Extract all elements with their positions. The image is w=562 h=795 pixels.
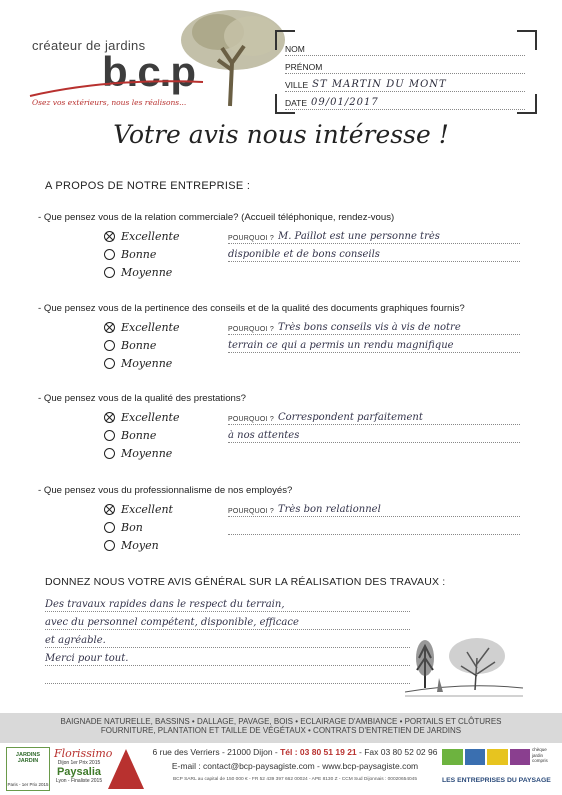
address-line [150, 747, 440, 757]
answer-text: Très bons conseils vis à vis de notre [277, 322, 461, 333]
color-blocks [442, 749, 530, 765]
answer-text: M. Paillot est une personne très [277, 231, 440, 242]
question-text: - Que pensez vous de la relation commerciale? (Accueil téléphonique, rendez-vous) [38, 212, 395, 223]
option-moyenne[interactable] [104, 354, 172, 372]
section-heading: A PROPOS DE NOTRE ENTREPRISE : [45, 180, 251, 192]
contact-block [150, 747, 440, 782]
field-label: VILLE [285, 80, 309, 90]
option-label: Bon [121, 520, 143, 534]
services-band [0, 713, 562, 743]
option-label: Excellente [121, 229, 180, 243]
radio-checked-icon[interactable] [104, 412, 115, 423]
general-line[interactable] [45, 594, 410, 612]
general-line[interactable] [45, 612, 410, 630]
phone[interactable]: Tél : 03 80 51 19 21 [280, 747, 357, 757]
fax: - Fax 03 80 52 02 96 [356, 747, 438, 757]
block-green [442, 749, 463, 765]
pourquoi-label: POURQUOI ? [228, 416, 274, 423]
radio-empty-icon[interactable] [104, 340, 115, 351]
option-label: Moyenne [121, 265, 173, 279]
answer-text: Très bon relationnel [277, 504, 381, 515]
option-excellente[interactable] [104, 227, 179, 245]
brand-logo-text: b.c.p [102, 48, 196, 95]
field-label: NOM [285, 44, 305, 54]
network-name: LES ENTREPRISES DU PAYSAGE [442, 777, 551, 784]
general-line[interactable] [45, 648, 410, 666]
pourquoi-answer [228, 407, 520, 443]
question-text: - Que pensez vous du professionnalisme de nos employés? [38, 485, 293, 496]
network-logo [442, 747, 556, 791]
option-bon[interactable] [104, 518, 143, 536]
services-line-2: FOURNITURE, PLANTATION ET TAILLE DE VÉGÉTAUX • CONTRATS D'ENTRETIEN DE JARDINS [100, 726, 462, 735]
option-moyenne[interactable] [104, 444, 172, 462]
field-label: PRÉNOM [285, 62, 323, 72]
award-subtitle: Lyon - Finaliste 2015 [55, 778, 103, 784]
question-block [0, 393, 562, 479]
page-title: Votre avis nous intéresse ! [113, 120, 449, 149]
pourquoi-answer [228, 226, 520, 262]
radio-empty-icon[interactable] [104, 249, 115, 260]
info-fields [285, 38, 525, 110]
option-label: Bonne [121, 247, 157, 261]
block-purple [510, 749, 531, 765]
footer [0, 713, 562, 795]
general-heading: DONNEZ NOUS VOTRE AVIS GÉNÉRAL SUR LA RÉALISATION DES TRAVAUX : [45, 576, 446, 588]
pourquoi-label: POURQUOI ? [228, 326, 274, 333]
award-subtitle: Paris - 1er Prix 2015 [7, 782, 49, 787]
radio-empty-icon[interactable] [104, 267, 115, 278]
cheque-label: chèque jardin compris [532, 747, 548, 763]
radio-empty-icon[interactable] [104, 522, 115, 533]
radio-empty-icon[interactable] [104, 448, 115, 459]
legal-line: BCP SARL au capital de 150 000 € - FR 52 439 397 662 00024 - APE 8130 Z - CCM Sud Dijonnais : 00020654045 [172, 777, 417, 782]
option-label: Moyen [121, 538, 159, 552]
answer-line[interactable] [228, 226, 520, 244]
answer-line[interactable] [228, 499, 520, 517]
general-line[interactable] [45, 630, 410, 648]
option-moyenne[interactable] [104, 263, 172, 281]
answer-line[interactable] [228, 317, 520, 335]
option-excellente[interactable] [104, 318, 179, 336]
answer-line[interactable] [228, 407, 520, 425]
question-text: - Que pensez vous de la qualité des prestations? [38, 393, 246, 404]
pourquoi-label: POURQUOI ? [228, 508, 274, 515]
field-value: 09/01/2017 [311, 97, 379, 108]
brand-tagline-top: créateur de jardins [32, 38, 146, 53]
answer-text: disponible et de bons conseils [228, 249, 380, 260]
answer-text: Correspondent parfaitement [277, 412, 423, 423]
option-label: Excellente [121, 320, 180, 334]
answer-line[interactable] [228, 517, 520, 535]
general-line-text: Des travaux rapides dans le respect du terrain, [45, 599, 285, 610]
option-label: Excellente [121, 410, 180, 424]
radio-empty-icon[interactable] [104, 430, 115, 441]
answer-line[interactable] [228, 425, 520, 443]
field-ville[interactable] [285, 74, 525, 92]
award-title: Florissimo [54, 747, 113, 760]
option-bonne[interactable] [104, 336, 156, 354]
pourquoi-answer [228, 499, 520, 535]
award-title: Paysalia [56, 766, 102, 778]
field-label: DATE [285, 98, 308, 108]
answer-text: terrain ce qui a permis un rendu magnifique [228, 340, 454, 351]
brand-swoosh [28, 76, 208, 100]
field-prenom[interactable] [285, 56, 525, 74]
award-subtitle: Dijon 1er Prix 2015 [57, 760, 101, 766]
option-bonne[interactable] [104, 426, 156, 444]
general-line-text: avec du personnel compétent, disponible, efficace [45, 617, 299, 628]
option-label: Bonne [121, 428, 157, 442]
option-moyen[interactable] [104, 536, 159, 554]
brand-slogan: Osez vos extérieurs, nous les réalisons... [32, 98, 187, 107]
radio-checked-icon[interactable] [104, 322, 115, 333]
answer-line[interactable] [228, 244, 520, 262]
option-excellent[interactable] [104, 500, 173, 518]
services-line-1: BAIGNADE NATURELLE, BASSINS • DALLAGE, PAVAGE, BOIS • ECLAIRAGE D'AMBIANCE • PORTAILS ET CLÔTURES [60, 717, 502, 726]
option-excellente[interactable] [104, 408, 179, 426]
option-label: Moyenne [121, 446, 173, 460]
award-jardins-jardin [6, 747, 50, 791]
customer-info-box [275, 30, 537, 114]
general-line-text: Merci pour tout. [45, 653, 129, 664]
general-lines [45, 594, 410, 684]
radio-checked-icon[interactable] [104, 231, 115, 242]
garden-illustration [405, 618, 525, 698]
award-title: JARDINS JARDIN [15, 752, 41, 764]
answer-text: à nos attentes [228, 430, 300, 441]
general-line-text: et agréable. [45, 635, 106, 646]
question-block [0, 485, 562, 571]
pourquoi-label: POURQUOI ? [228, 235, 274, 242]
field-nom[interactable] [285, 38, 525, 56]
option-label: Excellent [121, 502, 173, 516]
option-bonne[interactable] [104, 245, 156, 263]
radio-checked-icon[interactable] [104, 504, 115, 515]
question-block [0, 212, 562, 298]
question-block [0, 303, 562, 389]
field-value: ST MARTIN DU MONT [312, 79, 447, 90]
pourquoi-answer [228, 317, 520, 353]
radio-empty-icon[interactable] [104, 358, 115, 369]
block-yellow [487, 749, 508, 765]
option-label: Moyenne [121, 356, 173, 370]
radio-empty-icon[interactable] [104, 540, 115, 551]
question-text: - Que pensez vous de la pertinence des conseils et de la qualité des documents graphiques fournis? [38, 303, 465, 314]
general-line[interactable] [45, 666, 410, 684]
field-date[interactable] [285, 92, 525, 110]
option-label: Bonne [121, 338, 157, 352]
block-blue [465, 749, 486, 765]
email-line[interactable]: E-mail : contact@bcp-paysagiste.com - www.bcp-paysagiste.com [171, 761, 419, 771]
answer-line[interactable] [228, 335, 520, 353]
brand-logo-block [28, 8, 268, 118]
address: 6 rue des Verriers - 21000 Dijon - [152, 747, 281, 757]
red-emblem [108, 749, 144, 789]
award-florissimo [54, 747, 113, 784]
